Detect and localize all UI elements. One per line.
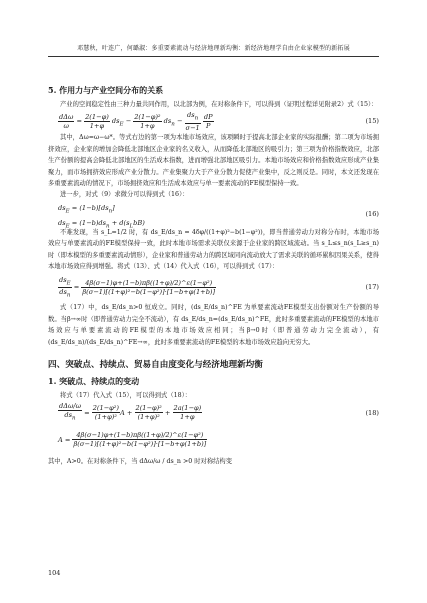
equation-16-body: $ds_E = (1-b)[ds_n]$ $ds_E = (1-b)ds_n + d(s_LbB)$ — [58, 203, 145, 230]
equation-15-body: $\frac{\text{dΔω}}{\omega}$ = $\frac{2(1-\varphi)}{1+\varphi}$ $ds_E$ − $\frac{\text{2(1−φ)²}}{1+\varphi}$ $ds_n$ − $\frac{ds_n}{\sigma-1}$ $\frac{dP}{P}$ — [59, 111, 213, 132]
paragraph: 不难发现，当 s_L=1/2 时，有 ds_E/ds_n = 4δφ/((1+φ)²−b(1−φ²))，即当普通劳动力对称分布时，本地市场效应与单要素流动的FE模型保持一致，此时本地市场需求关联仅来源于企业家的跨区域流动。当 s_L≤s_n(s_L≥s_n) 时（即本模型的多重要素流动情形），企业家和普通劳动力的跨区域同向流动放大了需求关联的循环累积因果关系，使得本地市场效应得到增强。将式（13）、式（14）代入式（16），可以得到式（17）： — [48, 228, 379, 271]
subsection-heading: 1. 突破点、持续点的变动 — [48, 376, 140, 387]
page-number: 104 — [48, 569, 61, 577]
equation-number: (17) — [365, 283, 379, 292]
equation-A-body: A = $\frac{\text{4β(σ−1)φ+(1−b)πβ((1+φ)/2)\textasciicircum{}ε(1−φ²)}}{\text{β(σ−1)[(1+φ)²−b(1−φ²)]·[1−b+φ(1+b)]}}$ — [58, 431, 207, 448]
main-content — [48, 85, 379, 467]
running-header: 邓慧秋，叶连广，何璐淑：多重要素流动与经济地理新均衡：新经济地理学自由企业家模型的新拓展 — [48, 43, 379, 57]
equation-number: (15) — [365, 117, 379, 126]
section-heading-4: 四、突破点、持续点、贸易自由度变化与经济地理新均衡 — [48, 360, 263, 371]
equation-16 — [48, 201, 379, 230]
equation-number: (18) — [365, 408, 379, 417]
equation-number: (16) — [365, 209, 379, 218]
equation-18 — [48, 402, 379, 424]
section-heading-5: 5. 作用力与产业空间分布的关系 — [48, 85, 164, 95]
paragraph: 产业的空间稳定性由三种力量共同作用，以北部为例，在对称条件下，可以得到（证明过程详见附录2）式（15）： — [60, 101, 378, 108]
paragraph: 其中，A>0。在对称条件下，当 dΔω/ω / ds_n >0 时对称结构变 — [48, 457, 233, 465]
equation-A-definition — [48, 424, 379, 456]
paragraph: 进一步，对式（9）求微分可以得到式（16）： — [60, 191, 189, 199]
equation-15 — [48, 110, 379, 132]
paragraph: 其中，Δω=ω−ω*。等式右边的第一项为本地市场效应，该项瞬时于提高北部企业家的实际报酬；第二项为市场拥挤效应，企业家的增加会降低北部地区企业家的名义收入，从而降低北部地区的吸引力；第三项为价格指数效应，北部生产份额的提高会降低北部地区的生活成本指数，进而增强北部地区吸引力。本地市场效应和价格指数效应形成产业集聚力，而市场拥挤效应形成产业分散力。产业集聚力大于产业分散力促使产业集中，反之则反是。同时，本文还发现在多重要素流动的情况下，市场拥挤效应和生活成本效应与单一要素流动的FE模型保持一致。 — [48, 134, 379, 188]
equation-17-body: $\frac{ds_E}{ds_n}$ = $\frac{\text{4β(σ−1)φ+(1−b)πβ((1+φ)/2)\textasciicircum{}ε(1−φ²)}}{\text{β(σ−1)[(1+φ)²−b(1−φ²)]·[1−b+φ(1+b)]}}$ — [59, 275, 216, 299]
equation-18-body: $\frac{\text{dΔω/ω}}{ds_n}$ = $\frac{\text{2(1−φ²)}}{\text{(1+φ)²}}$ A + $\frac{\text{2(1−φ)²}}{\text{(1+φ)²}}$ + $\frac{2a(1-\varphi)}{1+\varphi}$ — [59, 402, 202, 422]
paragraph: 式（17）中，ds_E/ds_n>0 恒成立。同时，(ds_E/ds_n)^FE 为单要素流动FE模型支出份额对生产份额的导数。当β→∞时（即普通劳动力完全不流动），有 ds_E/ds_n=(ds_E/ds_n)^FE，此时多重要素流动的FE模型的本地市场效应与单要素流动的FE模型的本地市场效应相同；当β→0时（即普通劳动力完全流动），有 (ds_E/ds_n)/(ds_E/ds_n)^FE→∞，此时多重要素流动的FE模型的本地市场效应趋向无穷大。 — [48, 304, 379, 346]
paragraph: 将式（17）代入式（15），可以得到式（18）： — [60, 392, 192, 400]
equation-17 — [48, 272, 379, 302]
